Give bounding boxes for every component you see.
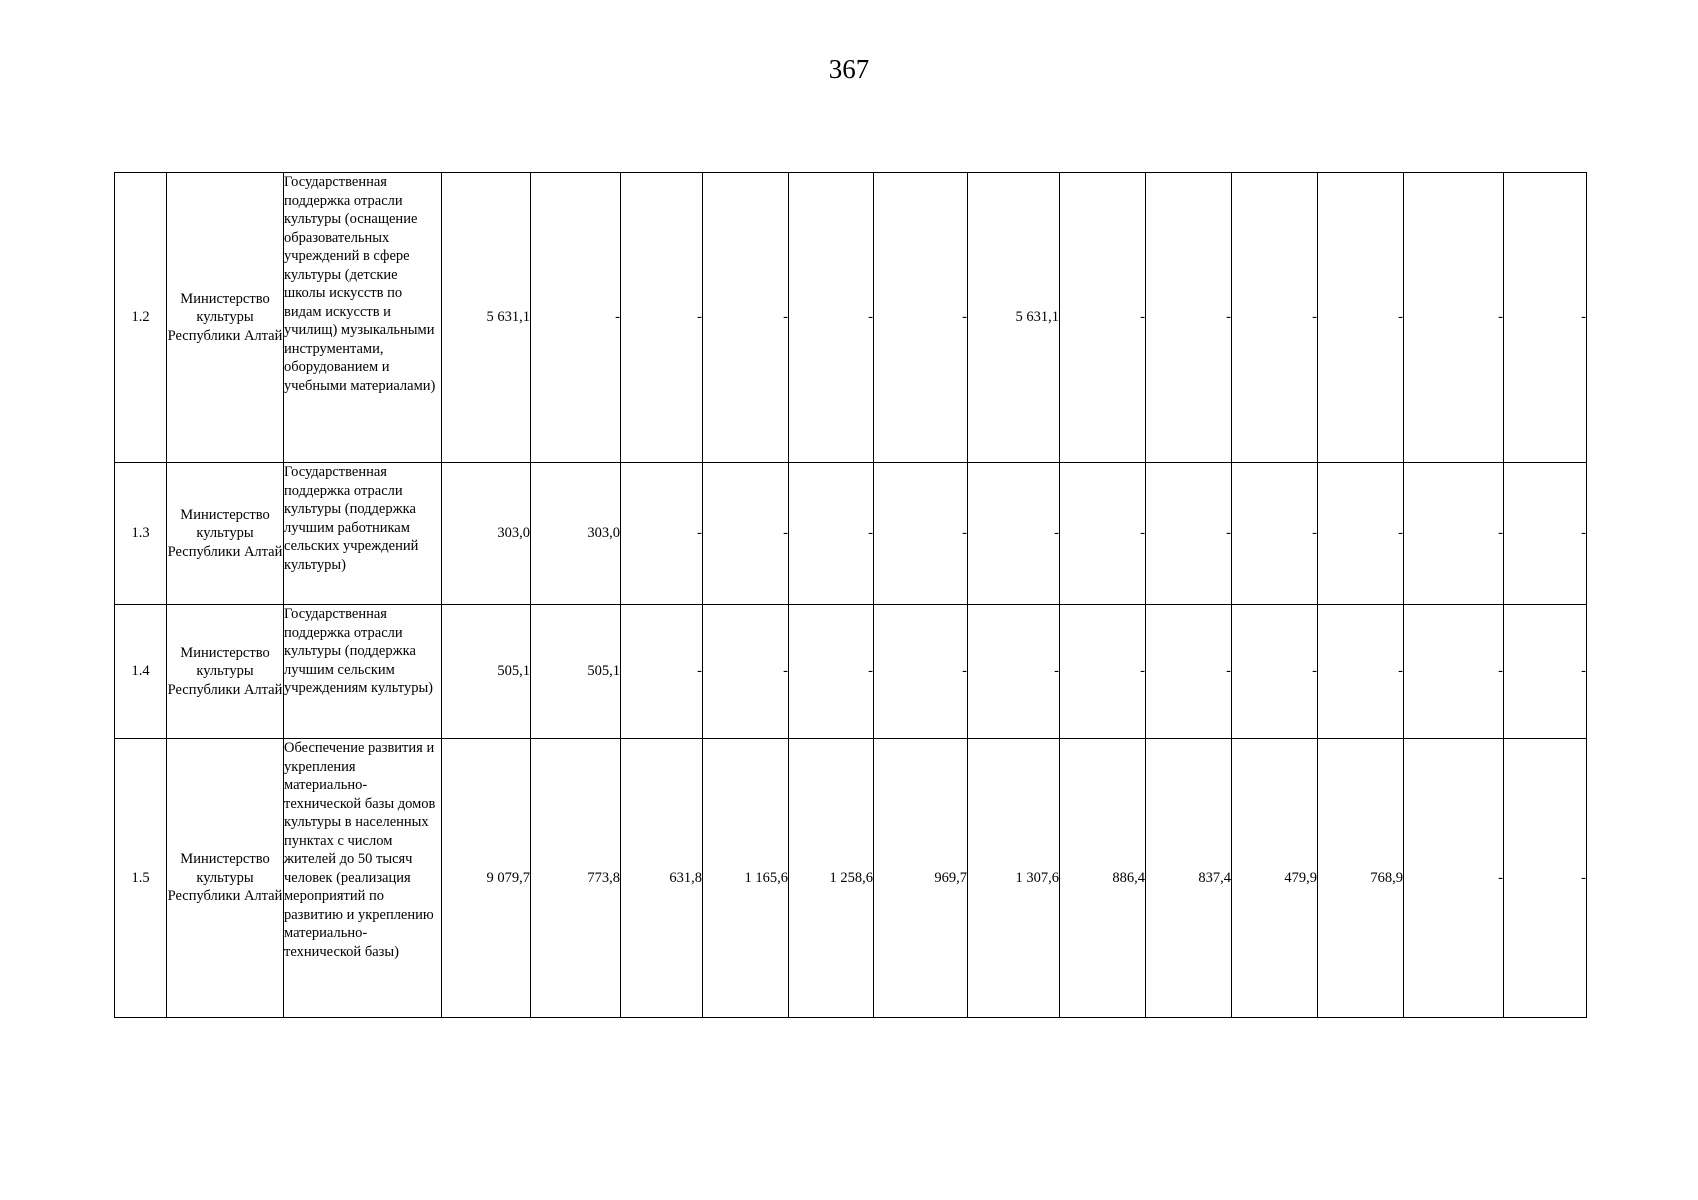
value-cell: - <box>1318 463 1404 605</box>
value-cell: - <box>531 173 621 463</box>
measure-description: Обеспечение развития и укрепления материально-технической базы домов культуры в населенных пунктах с числом жителей до 50 тысяч человек (реализация мероприятий по развитию и укреплению материально-технической базы) <box>284 739 442 1018</box>
value-cell: - <box>621 173 703 463</box>
row-number: 1.3 <box>115 463 167 605</box>
value-cell: - <box>874 605 968 739</box>
value-cell: - <box>1318 173 1404 463</box>
value-cell: - <box>874 173 968 463</box>
value-cell: - <box>968 605 1060 739</box>
value-cell: - <box>1504 605 1587 739</box>
value-cell: - <box>703 173 789 463</box>
value-cell: - <box>789 463 874 605</box>
value-cell: 886,4 <box>1060 739 1146 1018</box>
value-cell: - <box>789 605 874 739</box>
value-cell: - <box>1404 605 1504 739</box>
measure-description: Государственная поддержка отрасли культуры (поддержка лучшим работникам сельских учреждений культуры) <box>284 463 442 605</box>
responsible-executor: Министерство культуры Республики Алтай <box>167 173 284 463</box>
value-cell: - <box>1232 605 1318 739</box>
value-cell-total: 505,1 <box>442 605 531 739</box>
row-number: 1.2 <box>115 173 167 463</box>
value-cell: 773,8 <box>531 739 621 1018</box>
value-cell: - <box>1504 739 1587 1018</box>
responsible-executor: Министерство культуры Республики Алтай <box>167 605 284 739</box>
table-row <box>115 173 1587 463</box>
value-cell: - <box>1060 605 1146 739</box>
value-cell: 1 307,6 <box>968 739 1060 1018</box>
value-cell: 1 258,6 <box>789 739 874 1018</box>
value-cell: - <box>968 463 1060 605</box>
row-number: 1.5 <box>115 739 167 1018</box>
budget-table <box>114 172 1587 1018</box>
value-cell: - <box>1318 605 1404 739</box>
value-cell: - <box>1232 463 1318 605</box>
responsible-executor: Министерство культуры Республики Алтай <box>167 463 284 605</box>
value-cell-total: 303,0 <box>442 463 531 605</box>
value-cell: - <box>1232 173 1318 463</box>
value-cell: - <box>1504 173 1587 463</box>
value-cell: - <box>1060 463 1146 605</box>
table-row <box>115 463 1587 605</box>
value-cell: - <box>1404 463 1504 605</box>
page-number: 367 <box>828 54 870 84</box>
value-cell: - <box>874 463 968 605</box>
measure-description: Государственная поддержка отрасли культуры (оснащение образовательных учреждений в сфере культуры (детские школы искусств по видам искусств и училищ) музыкальными инструментами, оборудованием и учебными материалами) <box>284 173 442 463</box>
value-cell: 505,1 <box>531 605 621 739</box>
value-cell: 837,4 <box>1146 739 1232 1018</box>
value-cell-total: 9 079,7 <box>442 739 531 1018</box>
value-cell: - <box>1060 173 1146 463</box>
value-cell: - <box>703 463 789 605</box>
value-cell: 969,7 <box>874 739 968 1018</box>
value-cell: - <box>1404 739 1504 1018</box>
value-cell: - <box>1504 463 1587 605</box>
value-cell: 479,9 <box>1232 739 1318 1018</box>
value-cell: 768,9 <box>1318 739 1404 1018</box>
value-cell: - <box>621 463 703 605</box>
value-cell: 1 165,6 <box>703 739 789 1018</box>
value-cell: 631,8 <box>621 739 703 1018</box>
row-number: 1.4 <box>115 605 167 739</box>
measure-description: Государственная поддержка отрасли культуры (поддержка лучшим сельским учреждениям культуры) <box>284 605 442 739</box>
table-row <box>115 605 1587 739</box>
value-cell: - <box>1146 173 1232 463</box>
value-cell: - <box>703 605 789 739</box>
value-cell: 303,0 <box>531 463 621 605</box>
responsible-executor: Министерство культуры Республики Алтай <box>167 739 284 1018</box>
value-cell: - <box>1146 605 1232 739</box>
table-row <box>115 739 1587 1018</box>
value-cell: - <box>621 605 703 739</box>
value-cell-total: 5 631,1 <box>442 173 531 463</box>
value-cell: - <box>789 173 874 463</box>
value-cell: 5 631,1 <box>968 173 1060 463</box>
value-cell: - <box>1404 173 1504 463</box>
value-cell: - <box>1146 463 1232 605</box>
